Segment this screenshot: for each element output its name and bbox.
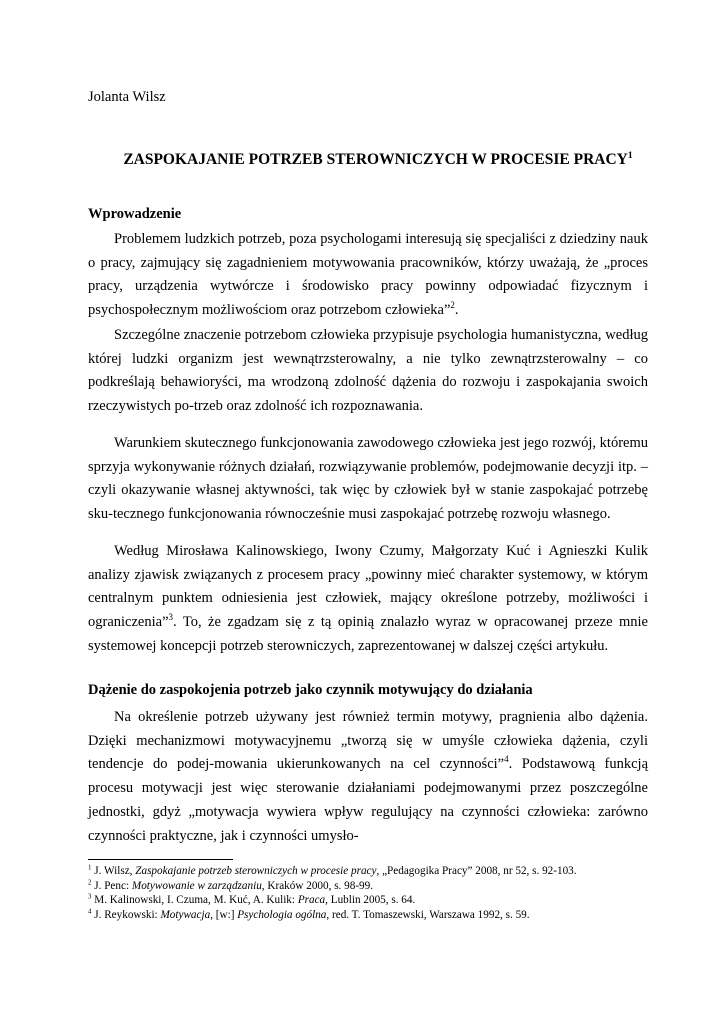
footnote-italic: Motywowanie w zarządzaniu xyxy=(131,879,262,892)
paragraph-5-tail: . Podstawową funkcją procesu motywacji jest więc sterowanie działaniami podejmowanymi przez poszczególne jednostki, gdyż „motywacja wywiera wpływ regulujący na czynności człowieka: zarówno czynności praktyczne, jak i czynności umysło- xyxy=(88,756,649,844)
footnote-text: , Kraków 2000, s. 98-99. xyxy=(261,879,374,892)
author-name: Jolanta Wilsz xyxy=(88,89,166,105)
footnote-number: 4 xyxy=(88,907,92,916)
footnote-italic: Motywacja xyxy=(160,908,211,921)
footnote-text: , „Pedagogika Pracy” 2008, nr 52, s. 92-103. xyxy=(376,865,577,877)
footnote-text: , Lublin 2005, s. 64. xyxy=(325,894,416,907)
paragraph-1-text: Problemem ludzkich potrzeb, poza psychologami interesują się specjaliści z dziedziny nauk o pracy, zajmujący się zagadnieniem motywowania pracowników, którzy uważają, że „proces pracy, urządzenia wytwórcze i środowisko pracy powinny odpowiadać fizycznym i psychospołecznym możliwościom oraz potrzebom człowieka” xyxy=(88,231,648,319)
footnote-number: 1 xyxy=(88,863,92,872)
section-heading-introduction: Wprowadzenie xyxy=(88,206,182,222)
paragraph-1 xyxy=(88,228,648,323)
footnote-2 xyxy=(88,879,648,894)
footnote-italic: Psychologia ogólna xyxy=(237,908,327,921)
footnote-text: J. Penc: xyxy=(91,879,132,892)
footnote-ref-3[interactable]: 3 xyxy=(168,612,174,623)
footnote-number: 3 xyxy=(88,892,92,901)
footnote-text: M. Kalinowski, I. Czuma, M. Kuć, A. Kulik: xyxy=(91,894,298,907)
paragraph-3: Warunkiem skutecznego funkcjonowania zawodowego człowieka jest jego rozwój, któremu sprzyja wykonywanie różnych działań, rozwiązywanie problemów, podejmowanie decyzji itp. – czyli okazywanie własnej aktywności, tak więc by człowiek był w stanie zaspokajać potrzebę sku-tecznego funkcjonowania równocześnie musi zaspokajać potrzebę rozwoju własnego. xyxy=(88,435,648,523)
footnote-separator xyxy=(88,859,233,860)
paragraph-5 xyxy=(88,706,648,848)
section-heading-motivation: Dążenie do zaspokojenia potrzeb jako czynnik motywujący do działania xyxy=(88,682,533,698)
paragraph-5-text: Na określenie potrzeb używany jest również termin motywy, pragnienia albo dążenia. Dzięki mechanizmowi motywacyjnemu „tworzą się w umyśle człowieka dążenia, czyli tendencje do podej-mowania ukierunkowanych na cel czynności” xyxy=(88,709,648,773)
paragraph-4-tail: . To, że zgadzam się z tą opinią znalazło wyraz w opracowanej przeze mnie systemowej koncepcji potrzeb sterowniczych, zaprezentowanej w dalszej części artykułu. xyxy=(88,614,648,654)
footnote-3 xyxy=(88,893,648,908)
footnote-text: , [w:] xyxy=(210,908,238,921)
footnotes xyxy=(88,864,648,922)
article-title xyxy=(88,151,668,169)
paragraph-1-tail: . xyxy=(454,302,459,319)
paragraph-4 xyxy=(88,540,648,659)
footnote-italic: Zaspokajanie potrzeb sterowniczych w procesie pracy xyxy=(135,865,377,877)
footnote-ref-2[interactable]: 2 xyxy=(450,300,455,311)
footnote-ref-1[interactable]: 1 xyxy=(627,149,633,161)
footnote-text: , red. T. Tomaszewski, Warszawa 1992, s. 59. xyxy=(326,908,530,921)
paragraph-2: Szczególne znaczenie potrzebom człowieka przypisuje psychologia humanistyczna, według której ludzki organizm jest wewnątrzsterowalny, a nie tylko zewnątrzsterowalny – co podkreślają behawioryści, ma wrodzoną zdolność dążenia do rozwoju i zaspokajania swoich rzeczywistych po-trzeb oraz zdolność ich rozpoznawania. xyxy=(88,327,648,415)
article-title-text: ZASPOKAJANIE POTRZEB STEROWNICZYCH W PROCESIE PRACY xyxy=(123,151,628,168)
footnote-text: J. Reykowski: xyxy=(91,908,161,921)
footnote-1 xyxy=(88,864,648,879)
footnote-4 xyxy=(88,908,648,923)
footnote-number: 2 xyxy=(88,877,92,886)
footnote-text: J. Wilsz, xyxy=(91,865,136,877)
footnote-italic: Praca xyxy=(297,894,326,907)
footnote-ref-4[interactable]: 4 xyxy=(504,754,509,765)
paragraph-4-text: Według Mirosława Kalinowskiego, Iwony Czumy, Małgorzaty Kuć i Agnieszki Kulik analizy zjawisk związanych z procesem pracy „powinny mieć charakter systemowy, w którym centralnym punktem odniesienia jest człowiek, mający określone potrzeby, możliwości i ograniczenia” xyxy=(88,543,648,631)
